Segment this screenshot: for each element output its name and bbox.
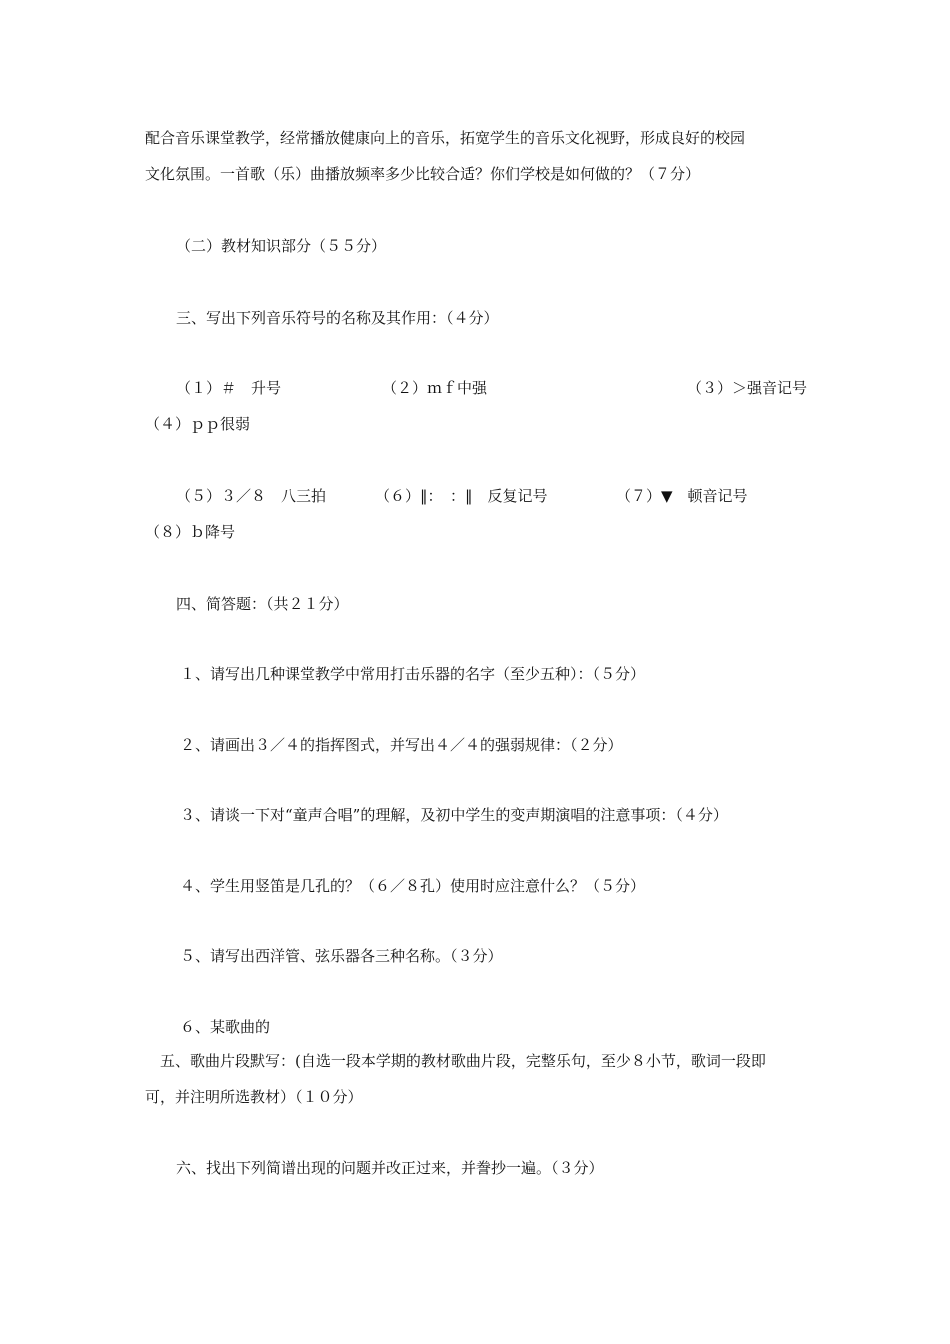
q3-item-1: （１）＃ 升号 xyxy=(176,379,282,397)
q4-item-6: ６、某歌曲的 xyxy=(180,1018,271,1036)
q4-item-4: ４、学生用竖笛是几孔的？（６／８孔）使用时应注意什么？（５分） xyxy=(180,877,646,895)
q3-item-7: （７）▼ 顿音记号 xyxy=(616,487,748,505)
q5-line-1: 五、歌曲片段默写：(自选一段本学期的教材歌曲片段，完整乐句，至少８小节，歌词一段即 xyxy=(160,1052,766,1070)
intro-line-1: 配合音乐课堂教学，经常播放健康向上的音乐，拓宽学生的音乐文化视野，形成良好的校园 xyxy=(145,129,746,147)
q4-item-5: ５、请写出西洋管、弦乐器各三种名称。（３分） xyxy=(180,947,503,965)
q5-line-2: 可，并注明所选教材）（１０分） xyxy=(145,1088,363,1106)
intro-line-2: 文化氛围。一首歌（乐）曲播放频率多少比较合适？你们学校是如何做的？（７分） xyxy=(145,165,701,183)
q4-heading: 四、简答题：（共２１分） xyxy=(176,595,349,613)
q3-item-8: （８）ｂ降号 xyxy=(145,523,236,541)
q4-item-3: ３、请谈一下对“童声合唱”的理解，及初中学生的变声期演唱的注意事项：（４分） xyxy=(180,806,728,824)
q3-item-3: （３）＞强音记号 xyxy=(687,379,808,397)
q3-heading: 三、写出下列音乐符号的名称及其作用：（４分） xyxy=(176,309,499,327)
q3-item-2: （２）ｍｆ中强 xyxy=(382,379,488,397)
q3-item-6: （６）‖： ：‖ 反复记号 xyxy=(375,487,548,505)
q3-item-4: （４）ｐｐ很弱 xyxy=(145,415,251,433)
q4-item-1: １、请写出几种课堂教学中常用打击乐器的名字（至少五种）：（５分） xyxy=(180,665,646,683)
q3-item-5: （５）３／８ 八三拍 xyxy=(176,487,327,505)
q6-heading: 六、找出下列简谱出现的问题并改正过来，并誊抄一遍。（３分） xyxy=(176,1159,604,1177)
q4-item-2: ２、请画出３／４的指挥图式，并写出４／４的强弱规律：（２分） xyxy=(180,736,623,754)
section-2-heading: （二）教材知识部分（５５分） xyxy=(176,237,387,255)
